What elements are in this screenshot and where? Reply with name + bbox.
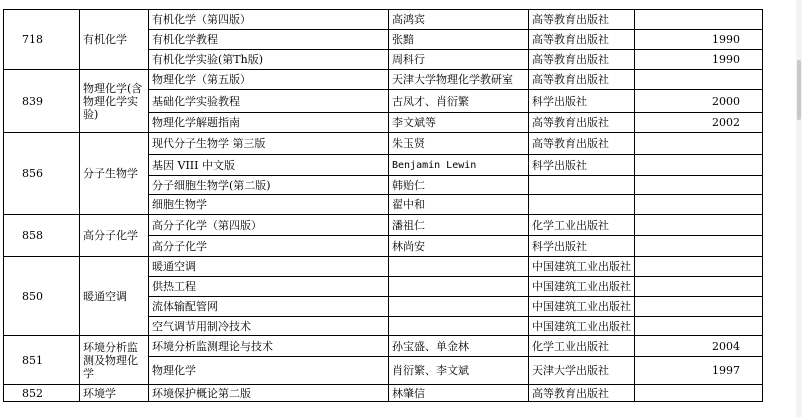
book-title: 环境分析监测理论与技术 [149,336,389,357]
book-author [389,317,529,336]
table-row [4,257,763,277]
book-publisher: 高等教育出版社 [529,133,635,155]
book-publisher: 科学出版社 [529,155,635,176]
book-author: 天津大学物理化学教研室 [389,70,529,90]
book-title: 供热工程 [149,277,389,297]
subject-code: 851 [4,336,80,385]
publish-year [635,155,763,176]
book-publisher [529,195,635,215]
book-author: 张黯 [389,30,529,50]
book-author: 翟中和 [389,195,529,215]
subject-name: 环境学 [80,385,149,402]
book-title: 基础化学实验教程 [149,90,389,113]
book-title: 空气调节用制冷技术 [149,317,389,336]
subject-name: 物理化学(含物理化学实验) [80,70,149,133]
book-title: 流体输配管网 [149,297,389,317]
book-title: 有机化学教程 [149,30,389,50]
book-publisher: 科学出版社 [529,90,635,113]
publish-year [635,257,763,277]
publish-year [635,297,763,317]
table-row [4,215,763,236]
publish-year [635,70,763,90]
book-author: 李文斌等 [389,113,529,133]
book-title: 物理化学解题指南 [149,113,389,133]
book-publisher: 中国建筑工业出版社 [529,277,635,297]
book-publisher [529,176,635,195]
book-author: 周科行 [389,50,529,70]
book-publisher: 化学工业出版社 [529,215,635,236]
publish-year [635,385,763,402]
publish-year [635,277,763,297]
publish-year: 2004 [635,336,763,357]
book-author: 高鸿宾 [389,10,529,30]
book-author: 肖衍繁、李文斌 [389,357,529,385]
textbook-table [3,9,763,402]
book-publisher: 高等教育出版社 [529,70,635,90]
book-publisher: 高等教育出版社 [529,385,635,402]
book-title: 现代分子生物学 第三版 [149,133,389,155]
publish-year: 2002 [635,113,763,133]
subject-code: 850 [4,257,80,336]
book-author [389,257,529,277]
book-publisher: 中国建筑工业出版社 [529,297,635,317]
subject-code: 852 [4,385,80,402]
book-publisher: 高等教育出版社 [529,50,635,70]
book-author: 孙宝盛、单金林 [389,336,529,357]
table-row [4,70,763,90]
publish-year: 1990 [635,50,763,70]
table-row [4,133,763,155]
book-publisher: 高等教育出版社 [529,30,635,50]
book-publisher: 中国建筑工业出版社 [529,257,635,277]
publish-year [635,10,763,30]
publish-year: 1990 [635,30,763,50]
publish-year [635,176,763,195]
table-row [4,336,763,357]
subject-name: 环境分析监测及物理化学 [80,336,149,385]
book-title: 暖通空调 [149,257,389,277]
book-author: 韩贻仁 [389,176,529,195]
table-body [4,10,763,402]
publish-year: 2000 [635,90,763,113]
book-author: 林肇信 [389,385,529,402]
subject-name: 分子生物学 [80,133,149,215]
subject-name: 有机化学 [80,10,149,70]
subject-code: 856 [4,133,80,215]
publish-year: 1997 [635,357,763,385]
publish-year [635,215,763,236]
scrollbar-thumb[interactable] [797,60,801,120]
book-title: 物理化学（第五版） [149,70,389,90]
subject-name: 暖通空调 [80,257,149,336]
book-title: 物理化学 [149,357,389,385]
table-row [4,385,763,402]
book-publisher: 天津大学出版社 [529,357,635,385]
book-publisher: 高等教育出版社 [529,113,635,133]
book-publisher: 科学出版社 [529,236,635,257]
book-publisher: 化学工业出版社 [529,336,635,357]
book-author: 朱玉贤 [389,133,529,155]
subject-code: 839 [4,70,80,133]
book-title: 分子细胞生物学(第二版) [149,176,389,195]
book-author: 林尚安 [389,236,529,257]
scrollbar[interactable] [796,0,802,417]
book-author: 古凤才、肖衍繁 [389,90,529,113]
book-title: 有机化学实验(第Th版) [149,50,389,70]
publish-year [635,133,763,155]
book-title: 高分子化学（第四版） [149,215,389,236]
book-title: 基因 VIII 中文版 [149,155,389,176]
book-author [389,277,529,297]
table-row [4,10,763,30]
publish-year [635,195,763,215]
book-publisher: 高等教育出版社 [529,10,635,30]
book-title: 环境保护概论第二版 [149,385,389,402]
book-title: 细胞生物学 [149,195,389,215]
subject-code: 718 [4,10,80,70]
book-title: 高分子化学 [149,236,389,257]
subject-name: 高分子化学 [80,215,149,257]
book-author: 潘祖仁 [389,215,529,236]
book-title: 有机化学（第四版） [149,10,389,30]
book-author [389,297,529,317]
publish-year [635,317,763,336]
book-publisher: 中国建筑工业出版社 [529,317,635,336]
publish-year [635,236,763,257]
subject-code: 858 [4,215,80,257]
book-author: Benjamin Lewin [389,155,529,176]
